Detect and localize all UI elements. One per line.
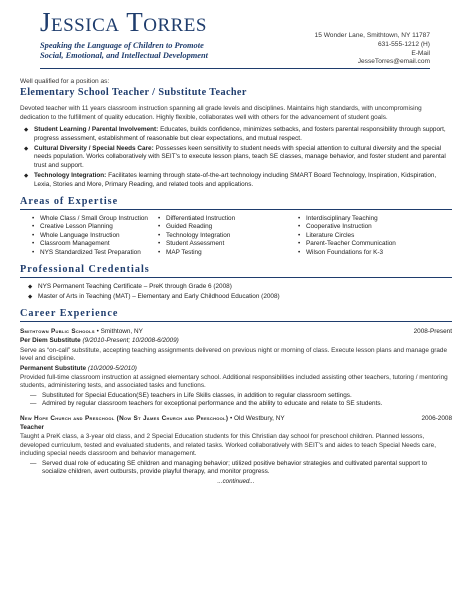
achievement-item: — Substituted for Special Education(SE) teachers in Life Skills classes, in addition to regular classroom settings. (42, 392, 452, 400)
expertise-item: • Whole Class / Small Group Instruction (32, 215, 158, 223)
expertise-item: • Cooperative Instruction (298, 223, 438, 231)
expertise-item: • Parent-Teacher Communication (298, 240, 438, 248)
role-dates: (10/2009-5/2010) (87, 364, 137, 372)
tagline (40, 41, 300, 61)
job-header (20, 328, 452, 336)
role-title: Teacher (20, 423, 45, 431)
header-rule (40, 68, 430, 69)
resume-header (20, 0, 452, 70)
job-dates: 2008-Present (413, 327, 452, 335)
job-entry (20, 328, 452, 409)
achievement-list (20, 460, 452, 477)
credential-item: ◆ NYS Permanent Teaching Certificate – PreK through Grade 6 (2008) (38, 283, 452, 291)
expertise-heading: Areas of Expertise (20, 196, 452, 210)
qualified-intro: Well qualified for a position as: (20, 78, 110, 85)
expertise-item: • Interdisciplinary Teaching (298, 215, 438, 223)
expertise-item: • Wilson Foundations for K-3 (298, 249, 438, 257)
target-position: Elementary School Teacher / Substitute Teacher (20, 87, 247, 99)
credential-item: ◆ Master of Arts in Teaching (MAT) – Elementary and Early Childhood Education (2008) (38, 293, 452, 301)
email-label: E-Mail (411, 49, 430, 57)
experience-heading: Career Experience (20, 308, 452, 322)
role-description: Provided full-time classroom instruction at assigned elementary school. Additional responsibilities included assisting other teachers, tutoring / mentoring students, administering tests, and associated tasks and functions. (20, 373, 448, 390)
expertise-column-3 (298, 215, 438, 257)
job-header (20, 415, 452, 423)
tagline-line-1: Speaking the Language of Children to Promote (40, 41, 204, 50)
credentials-list (20, 283, 452, 301)
expertise-item: • Guided Reading (158, 223, 298, 231)
tagline-line-2: Social, Emotional, and Intellectual Development (40, 51, 208, 60)
expertise-item: • Literature Circles (298, 232, 438, 240)
expertise-item: • MAP Testing (158, 249, 298, 257)
highlights-list (20, 126, 452, 189)
employer-name: Smithtown Public Schools (20, 327, 95, 335)
role-description: Taught a PreK class, a 3-year old class, and 2 Special Education students for this Christian day school for preschool children. Planned lessons, developed curriculum, tested and evaluated students, and related tasks. Worked collaboratively with SEIT's and aides to teach Special Needs care, including special needs classroom and behavior management. (20, 433, 437, 458)
contact-info (315, 32, 430, 67)
email[interactable]: JesseTorres@email.com (357, 58, 430, 66)
continued-note: ...continued... (217, 478, 255, 486)
expertise-column-2 (158, 215, 298, 257)
job-dates: 2006-2008 (421, 414, 452, 422)
highlight-item: ◆ Cultural Diversity / Special Needs Care: Possesses keen sensitivity to student needs with special attention to cultural diversity and the special needs population. Works collaboratively with SEIT's to execute lesson plans, teach SE classes, manage behavior, and foster student and parental trust and support. (34, 145, 452, 170)
role-dates: (9/2010-Present; 10/2008-6/2009) (82, 337, 179, 345)
expertise-item: • NYS Standardized Test Preparation (32, 249, 158, 257)
expertise-item: • Student Assessment (158, 240, 298, 248)
candidate-name: Jessica Torres (40, 7, 207, 37)
expertise-item: • Classroom Management (32, 240, 158, 248)
address: 15 Wonder Lane, Smithtown, NY 11787 (314, 32, 430, 39)
role-description: Serve as “on-call” substitute, accepting teaching assignments delivered on previous night or morning of class. Execute lesson plans and manage grade level and discipline. (20, 346, 447, 363)
job-location: • Old Westbury, NY (230, 414, 285, 422)
job-location: • Smithtown, NY (96, 327, 143, 335)
role-title: Permanent Substitute (10/2009-5/2010) (20, 364, 137, 372)
expertise-item: • Whole Language Instruction (32, 232, 158, 240)
expertise-item: • Creative Lesson Planning (32, 223, 158, 231)
employer-name: New Hope Church and Preschool (Now St James Church and Preschool) (20, 414, 229, 422)
achievement-item: — Served dual role of educating SE children and managing behavior; utilized positive behavior strategies and cultivated parental support to socialize children, avert outbursts, provide playful therapy, and monitor progress. (42, 460, 452, 477)
summary-paragraph: Devoted teacher with 11 years classroom instruction spanning all grade levels and disciplines. Maintains high standards, with uncompromising dedication to the fulfillment of quality education. Highly flexible, collaborates well with others for the advancement of student goals. (20, 105, 422, 121)
job-entry (20, 415, 452, 477)
phone: 631-555-1212 (H) (377, 40, 430, 48)
highlight-item: ◆ Student Learning / Parental Involvement: Educates, builds confidence, minimizes setbacks, and fosters parental responsibility through support, progress assessment, establishment of reasonable but clear expectations, and mutual respect. (34, 126, 452, 143)
achievement-item: — Admired by regular classroom teachers for exceptional performance and the ability to educate and relate to SE students. (42, 400, 452, 408)
expertise-item: • Differentiated Instruction (158, 215, 298, 223)
expertise-grid (20, 215, 452, 257)
expertise-item: • Technology Integration (158, 232, 298, 240)
achievement-list (20, 392, 452, 409)
role-title: Per Diem Substitute (9/2010-Present; 10/2008-6/2009) (20, 337, 179, 345)
credentials-heading: Professional Credentials (20, 264, 452, 278)
highlight-item: ◆ Technology Integration: Facilitates learning through state-of-the-art technology including SMART Board Technology, Inspiration, Kidspiration, Lexia, Stories and More, Primary Reading, and related tools and applications. (34, 172, 452, 189)
expertise-column-1 (32, 215, 158, 257)
